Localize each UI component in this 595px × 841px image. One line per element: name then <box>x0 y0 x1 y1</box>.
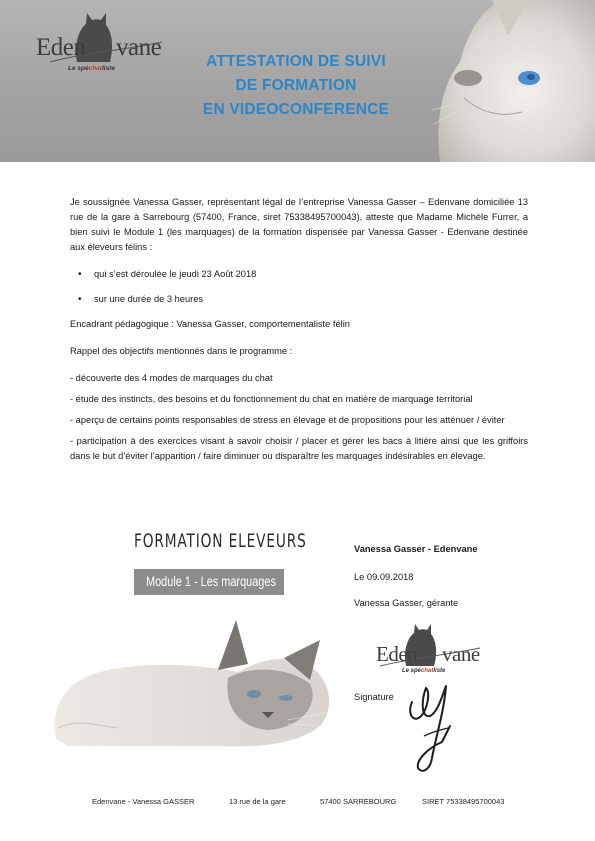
edenvane-logo <box>32 10 162 80</box>
objectives-list <box>70 371 528 464</box>
logo-tagline: Le spéchatliste <box>402 668 446 674</box>
lying-cat-photo <box>48 588 338 748</box>
logo-text: Eden <box>376 642 418 666</box>
objectives-heading: Rappel des objectifs mentionnés dans le programme : <box>70 346 293 356</box>
footer-street: 13 rue de la gare <box>229 797 286 806</box>
title-line-1: ATTESTATION DE SUIVI <box>206 53 386 70</box>
objective-item: - étude des instincts, des besoins et du fonctionnement du chat en matière de marquage territorial <box>70 394 473 404</box>
module-label: Module 1 - Les marquages <box>146 573 276 589</box>
header-banner <box>0 0 595 162</box>
signature-label: Signature <box>354 692 394 702</box>
attestation-body <box>70 195 528 470</box>
footer-company: Edenvane - Vanessa GASSER <box>92 797 195 806</box>
logo-text-suffix: vane <box>442 642 480 666</box>
formation-promo-image <box>48 528 338 748</box>
header-cat-photo <box>430 0 595 162</box>
intro-paragraph: Je soussignée Vanessa Gasser, représentant légal de l’entreprise Vanessa Gasser – Edenvane domiciliée 13 rue de la gare à Sarrebourg (57400, France, siret 75338495700043), atteste que Madame Michèle Furrer, a bien suivi le Module 1 (les marquages) de la formation dispensée par Vanessa Gasser - Edenvane destinée aux éleveurs félins : <box>70 197 528 252</box>
logo-text-suffix: vane <box>116 34 162 61</box>
edenvane-logo-small <box>356 622 486 684</box>
list-item: • sur une durée de 3 heures <box>70 292 528 307</box>
list-item: • qui s’est déroulée le jeudi 23 Août 2018 <box>70 267 528 282</box>
title-line-2: DE FORMATION <box>235 77 357 94</box>
footer-siret: SIRET 75338495700043 <box>422 797 505 806</box>
signatory-role: Vanessa Gasser, gérante <box>354 598 459 608</box>
promo-title: FORMATION ELEVEURS <box>134 530 307 552</box>
handwritten-signature <box>402 682 462 777</box>
session-details-list <box>70 267 528 307</box>
signature-date: Le 09.09.2018 <box>354 572 414 582</box>
objective-item: - découverte des 4 modes de marquages du chat <box>70 373 273 383</box>
title-line-3: EN VIDEOCONFERENCE <box>202 101 390 118</box>
objective-item: - participation à des exercices visant à savoir choisir / placer et gérer les bacs à litière ainsi que les griffoirs dans le but d’éviter l’apparition / faire diminuer ou disparaître les marquages indésirables en élevage. <box>70 436 528 461</box>
objective-item: - aperçu de certains points responsables de stress en élevage et de propositions pour les atténuer / éviter <box>70 415 505 425</box>
footer-city: 57400 SARREBOURG <box>320 797 397 806</box>
logo-text: Eden <box>36 34 86 61</box>
encadrant-line: Encadrant pédagogique : Vanessa Gasser, comportementaliste félin <box>70 319 350 329</box>
logo-tagline: Le spéchatliste <box>68 65 115 72</box>
company-name: Vanessa Gasser - Edenvane <box>354 544 478 554</box>
document-title <box>180 50 412 122</box>
